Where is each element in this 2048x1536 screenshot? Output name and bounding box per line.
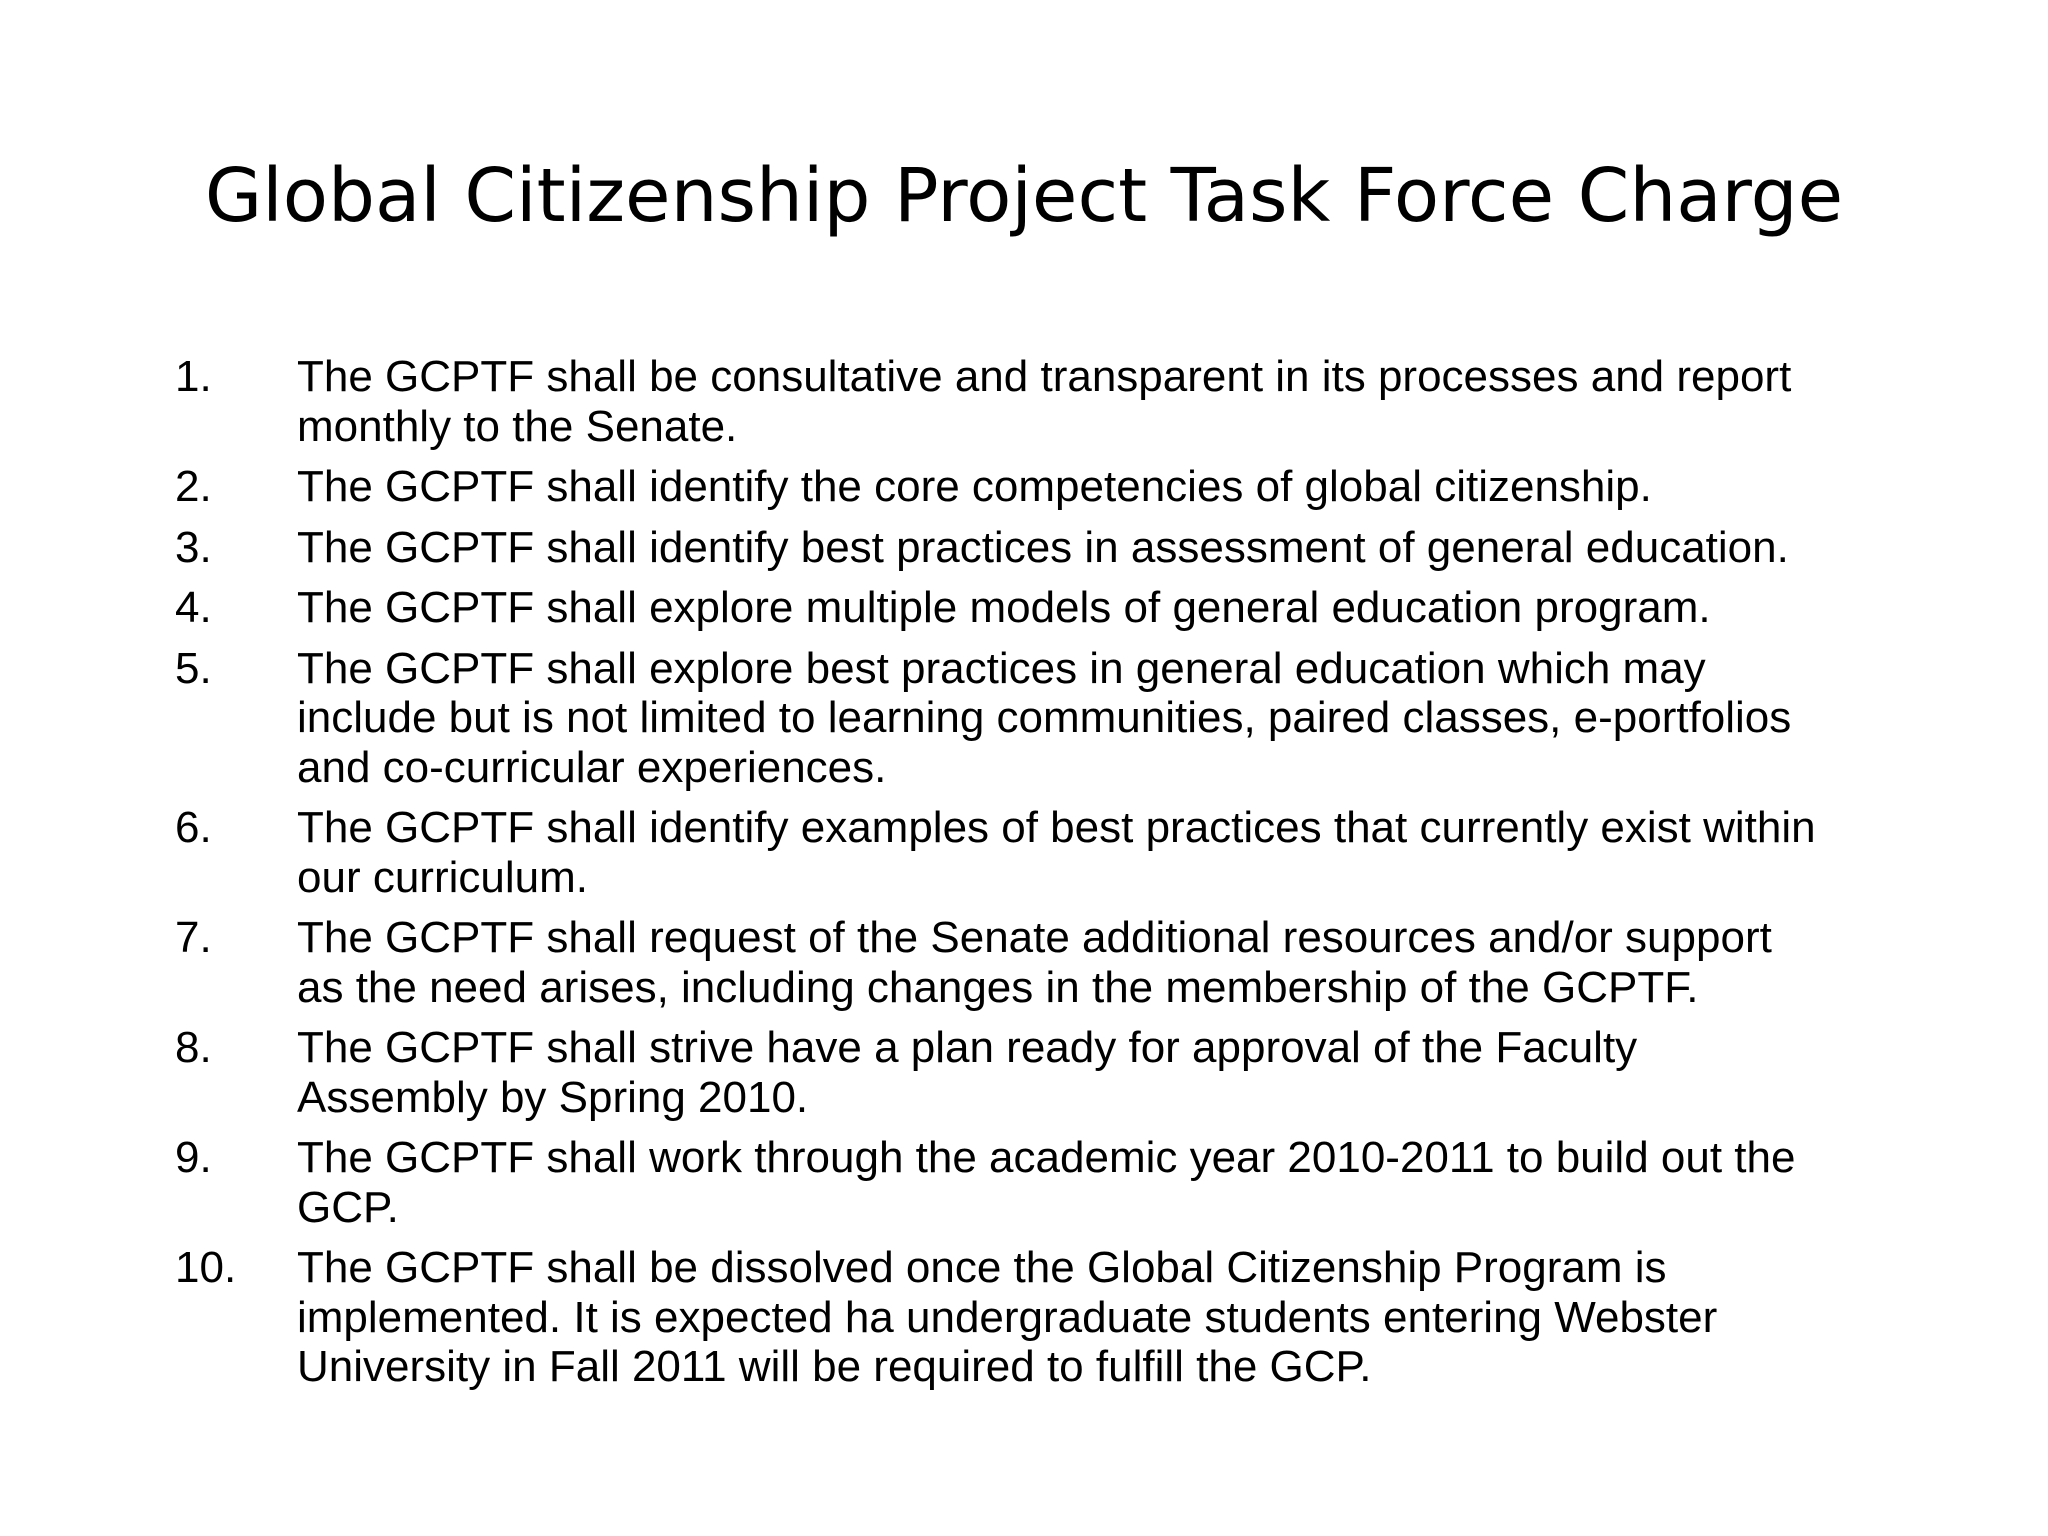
- list-item-number: 1.: [175, 352, 212, 401]
- list-item-number: 8.: [175, 1023, 212, 1072]
- list-item: [175, 644, 1895, 793]
- list-item: [175, 1243, 1895, 1392]
- list-item: [175, 1133, 1895, 1232]
- list-item-number: 5.: [175, 643, 212, 693]
- list-item-line: The GCPTF shall be consultative and transparent in its processes and report: [297, 352, 1792, 401]
- list-item-line: The GCPTF shall request of the Senate additional resources and/or support: [297, 913, 1772, 962]
- list-item-line: The GCPTF shall identify examples of best practices that currently exist within: [297, 803, 1816, 852]
- charge-list: [175, 352, 1895, 1403]
- list-item: [175, 583, 1895, 633]
- list-item-line: University in Fall 2011 will be required to fulfill the GCP.: [297, 1342, 1372, 1391]
- list-item-line: The GCPTF shall explore multiple models of general education program.: [297, 583, 1711, 632]
- list-item-line: The GCPTF shall strive have a plan ready for approval of the Faculty: [297, 1023, 1638, 1072]
- list-item-number: 3.: [175, 522, 212, 572]
- list-item-line: The GCPTF shall identify the core competencies of global citizenship.: [297, 462, 1652, 511]
- list-item: [175, 913, 1895, 1012]
- list-item: [175, 462, 1895, 512]
- list-item-line: include but is not limited to learning communities, paired classes, e-portfolios: [297, 693, 1792, 742]
- list-item-line: The GCPTF shall explore best practices in general education which may: [297, 643, 1706, 693]
- list-item-line: The GCPTF shall identify best practices in assessment of general education.: [297, 522, 1789, 572]
- list-item: [175, 1023, 1895, 1122]
- list-item-line: monthly to the Senate.: [297, 401, 738, 451]
- list-item-line: The GCPTF shall work through the academic year 2010-2011 to build out the: [297, 1133, 1796, 1182]
- list-item-line: and co-curricular experiences.: [297, 742, 887, 792]
- list-item-line: implemented. It is expected ha undergraduate students entering Webster: [297, 1292, 1718, 1342]
- list-item-number: 10.: [175, 1243, 237, 1292]
- list-item-line: GCP.: [297, 1182, 399, 1232]
- list-item-line: The GCPTF shall be dissolved once the Global Citizenship Program is: [297, 1243, 1667, 1292]
- list-item: [175, 523, 1895, 573]
- list-item-number: 7.: [175, 913, 212, 962]
- list-item-line: as the need arises, including changes in the membership of the GCPTF.: [297, 962, 1699, 1012]
- list-item: [175, 803, 1895, 902]
- slide-title: Global Citizenship Project Task Force Charge: [204, 153, 1844, 239]
- list-item-number: 6.: [175, 803, 212, 852]
- list-item-number: 2.: [175, 462, 212, 511]
- list-item-line: Assembly by Spring 2010.: [297, 1072, 809, 1122]
- list-item-line: our curriculum.: [297, 852, 588, 902]
- list-item-number: 4.: [175, 583, 212, 632]
- list-item-number: 9.: [175, 1133, 212, 1182]
- list-item: [175, 352, 1895, 451]
